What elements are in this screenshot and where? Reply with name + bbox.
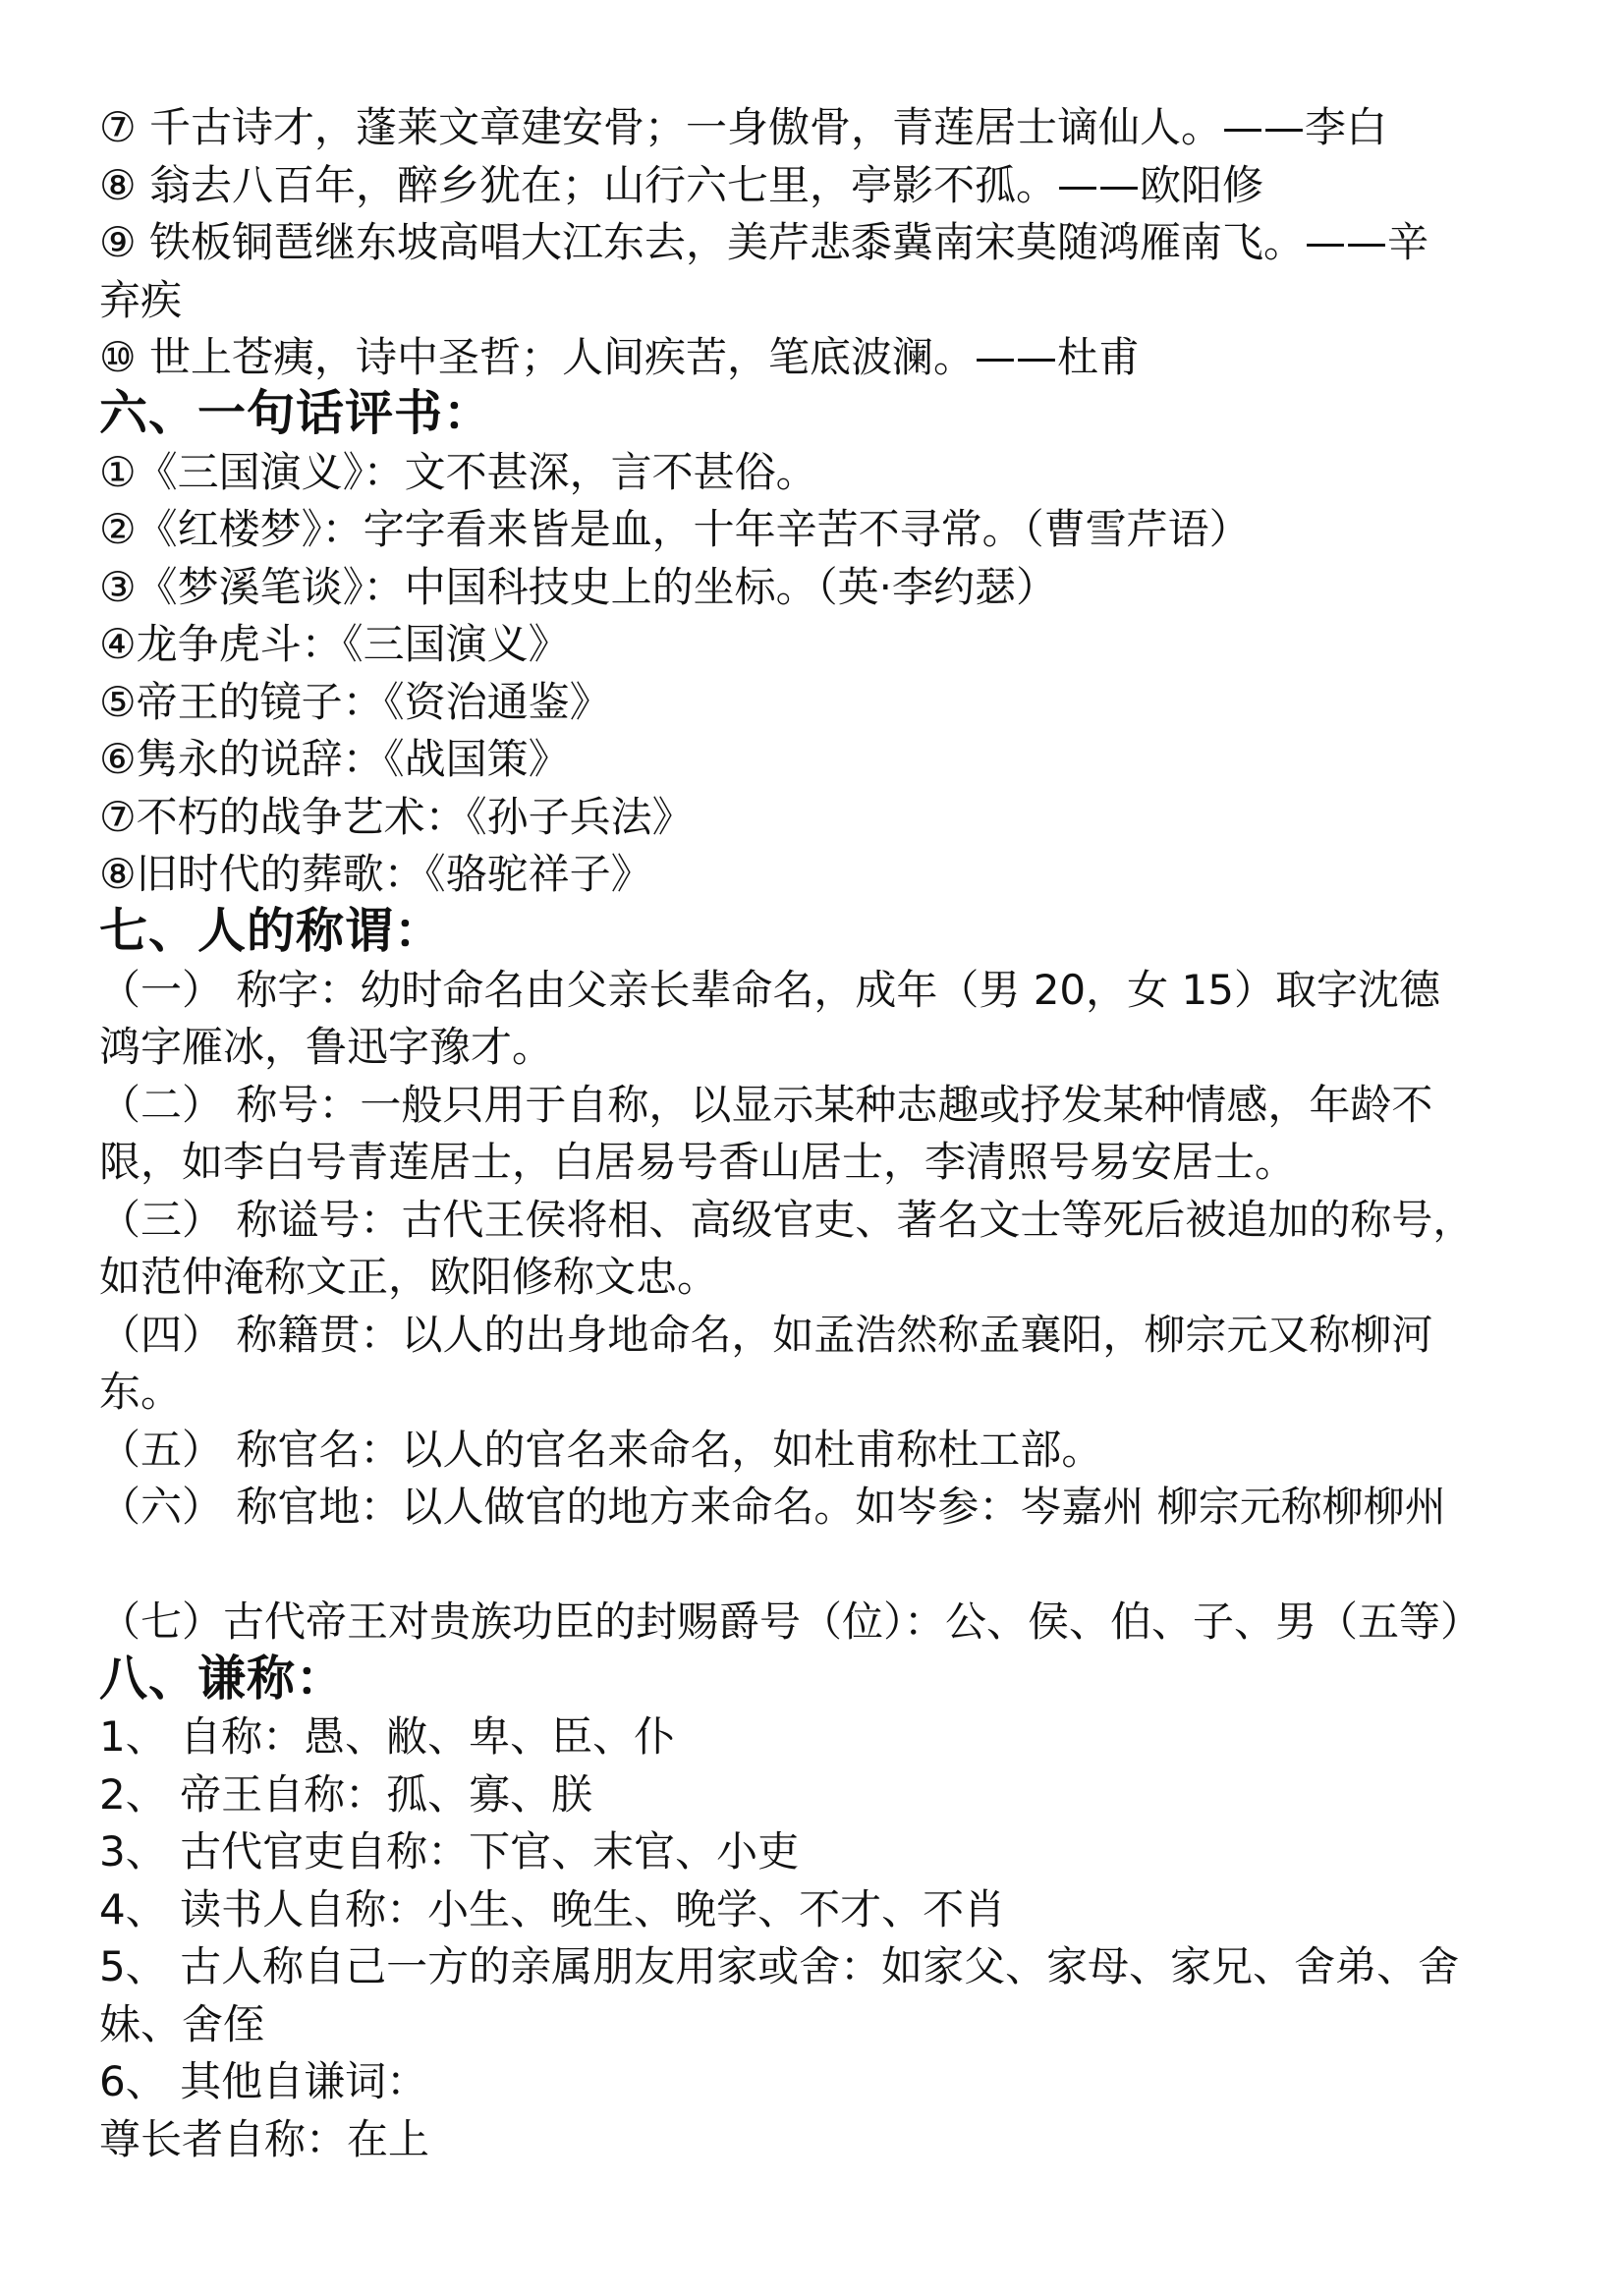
list-item-continuation: 鸿字雁冰，鲁迅字豫才。 <box>99 1023 554 1071</box>
list-item: 5、 古人称自己一方的亲属朋友用家或舍：如家父、家母、家兄、舍弟、舍 <box>99 1942 1460 1990</box>
list-item: ⑦ 千古诗才，蓬莱文章建安骨；一身傲骨，青莲居士谪仙人。——李白 <box>99 103 1388 151</box>
list-item: ⑤帝王的镜子：《资治通鉴》 <box>99 678 611 726</box>
section-heading: 六、一句话评书： <box>99 385 493 441</box>
list-item: （二） 称号：一般只用于自称，以显示某种志趣或抒发某种情感，年龄不 <box>99 1081 1433 1129</box>
list-item: （六） 称官地：以人做官的地方来命名。如岑参：岑嘉州 柳宗元称柳柳州 <box>99 1483 1446 1531</box>
list-item: ④龙争虎斗：《三国演义》 <box>99 620 570 668</box>
list-item: ⑧旧时代的葬歌：《骆驼祥子》 <box>99 850 652 898</box>
list-item-continuation: 限，如李白号青莲居士，白居易号香山居士，李清照号易安居士。 <box>99 1138 1297 1186</box>
list-item-continuation: 妹、舍侄 <box>99 2000 265 2048</box>
section-heading: 七、人的称谓： <box>99 903 444 959</box>
list-item: （七）古代帝王对贵族功臣的封赐爵号（位）：公、侯、伯、子、男（五等） <box>99 1597 1483 1646</box>
list-item: （三） 称谥号：古代王侯将相、高级官吏、著名文士等死后被追加的称号， <box>99 1196 1475 1244</box>
list-item: （四） 称籍贯：以人的出身地命名，如孟浩然称孟襄阳，柳宗元又称柳河 <box>99 1311 1433 1359</box>
list-item: （五） 称官名：以人的官名来命名，如杜甫称杜工部。 <box>99 1426 1103 1474</box>
list-item: ③《梦溪笔谈》：中国科技史上的坐标。（英·李约瑟） <box>99 563 1058 611</box>
list-item: 1、 自称：愚、敝、卑、臣、仆 <box>99 1712 676 1761</box>
list-item: ⑦不朽的战争艺术：《孙子兵法》 <box>99 793 694 841</box>
list-item: ⑩ 世上苍痍，诗中圣哲；人间疾苦，笔底波澜。——杜甫 <box>99 333 1141 381</box>
list-item: 3、 古代官吏自称：下官、末官、小吏 <box>99 1827 800 1876</box>
list-item: ⑧ 翁去八百年，醉乡犹在；山行六七里，亭影不孤。——欧阳修 <box>99 161 1264 209</box>
list-item: ⑨ 铁板铜琶继东坡高唱大江东去，美芹悲黍冀南宋莫随鸿雁南飞。——辛 <box>99 218 1429 266</box>
list-item: 尊长者自称：在上 <box>99 2115 430 2163</box>
list-item: ⑥隽永的说辞：《战国策》 <box>99 735 570 783</box>
list-item: 4、 读书人自称：小生、晚生、晚学、不才、不肖 <box>99 1885 1006 1933</box>
list-item-continuation: 东。 <box>99 1368 183 1416</box>
list-item-continuation: 弃疾 <box>99 276 183 324</box>
list-item: ①《三国演义》：文不甚深，言不甚俗。 <box>99 448 817 496</box>
list-item: （一） 称字：幼时命名由父亲长辈命名，成年（男 20，女 15）取字沈德 <box>99 966 1440 1014</box>
list-item: 6、 其他自谦词： <box>99 2057 428 2105</box>
list-item-continuation: 如范仲淹称文正，欧阳修称文忠。 <box>99 1253 719 1301</box>
section-heading: 八、谦称： <box>99 1651 346 1707</box>
list-item: 2、 帝王自称：孤、寡、朕 <box>99 1770 593 1819</box>
list-item: ②《红楼梦》：字字看来皆是血，十年辛苦不寻常。（曹雪芹语） <box>99 505 1251 553</box>
